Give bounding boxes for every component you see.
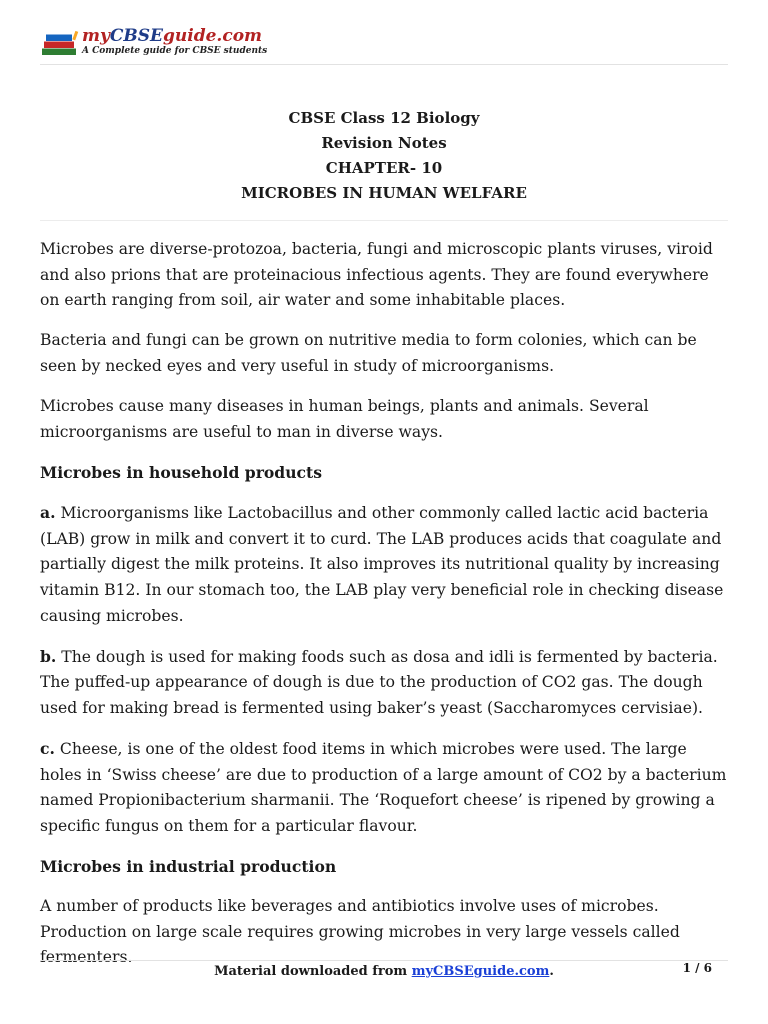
footer-suffix: . bbox=[549, 964, 554, 979]
page-number: 1 / 6 bbox=[682, 961, 712, 975]
item-a-text: Microorganisms like Lactobacillus and other commonly called lactic acid bacteria (LAB) grow in milk and convert it to curd. The LAB produces acids that coagulate and partially digest the milk proteins. It also improves its nutritional quality by increasing vitamin B12. In our stomach too, the LAB play very beneficial role in checking disease causing microbes. bbox=[40, 504, 724, 625]
document-body bbox=[40, 237, 730, 986]
paragraph-intro: Microbes are diverse-protozoa, bacteria, fungi and microscopic plants viruses, viroid and also prions that are proteinacious infectious agents. They are found everywhere on earth ranging from soil, air water and some inhabitable places. bbox=[40, 240, 713, 310]
item-b-label: b. bbox=[40, 646, 57, 666]
logo-tagline: A Complete guide for CBSE students bbox=[82, 46, 268, 56]
paragraph-culture: Bacteria and fungi can be grown on nutritive media to form colonies, which can be seen by necked eyes and very useful in study of microorganisms. bbox=[40, 331, 697, 375]
footer-prefix: Material downloaded from bbox=[214, 964, 412, 979]
section-heading-industrial: Microbes in industrial production bbox=[40, 857, 337, 877]
item-c-paragraph bbox=[40, 736, 730, 839]
footer-text bbox=[40, 964, 728, 979]
section-heading-household: Microbes in household products bbox=[40, 462, 323, 482]
item-a-label: a. bbox=[40, 503, 56, 523]
site-logo[interactable] bbox=[40, 26, 268, 60]
title-line-course: CBSE Class 12 Biology bbox=[288, 109, 480, 127]
books-logo-icon bbox=[40, 30, 80, 58]
title-line-notes: Revision Notes bbox=[321, 134, 447, 152]
item-c-text: Cheese, is one of the oldest food items in which microbes were used. The large holes in ‘Swiss cheese’ are due to production of a large amount of CO2 by a bacterium named Propionibacterium sharmanii. The ‘Roquefort cheese’ is ripened by growing a specific fungus on them for a particular flavour. bbox=[40, 740, 727, 835]
paragraph-diseases: Microbes cause many diseases in human beings, plants and animals. Several microorganisms are useful to man in diverse ways. bbox=[40, 397, 649, 441]
footer-link[interactable]: myCBSEguide.com bbox=[411, 964, 550, 979]
document-title bbox=[40, 106, 728, 221]
item-b-paragraph bbox=[40, 644, 730, 722]
page-header bbox=[40, 24, 728, 65]
paragraph-industrial: A number of products like beverages and antibiotics involve uses of microbes. Production on large scale requires growing microbes in very large vessels called fermenters. bbox=[40, 897, 680, 967]
title-line-topic: MICROBES IN HUMAN WELFARE bbox=[241, 184, 527, 202]
item-c-label: c. bbox=[40, 739, 55, 759]
logo-wordmark: myCBSEguide.com bbox=[82, 26, 263, 46]
item-a-paragraph bbox=[40, 500, 730, 629]
page-footer bbox=[40, 960, 728, 991]
item-b-text: The dough is used for making foods such as dosa and idli is fermented by bacteria. The puffed-up appearance of dough is due to the production of CO2 gas. The dough used for making bread is fermented using baker’s yeast (Saccharomyces cervisiae). bbox=[40, 647, 718, 717]
title-line-chapter: CHAPTER- 10 bbox=[325, 159, 443, 177]
